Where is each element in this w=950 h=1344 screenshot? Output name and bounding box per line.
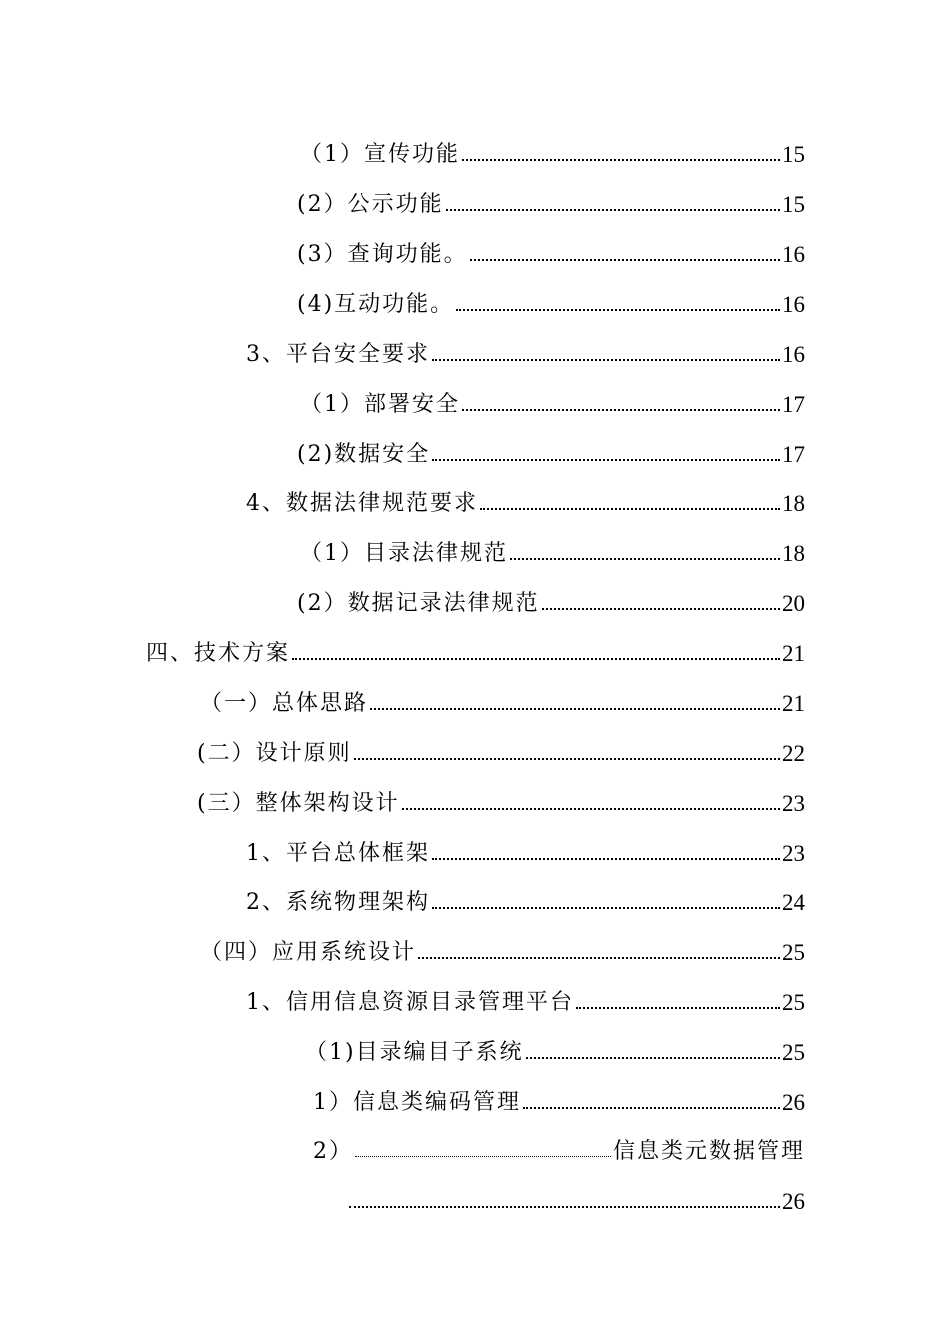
toc-entry[interactable] (297, 581, 805, 617)
toc-leader (355, 1156, 611, 1157)
toc-page-number: 22 (782, 741, 805, 766)
toc-entry-title: 1、信用信息资源目录管理平台 (246, 990, 574, 1015)
toc-entry[interactable] (297, 232, 805, 268)
toc-leader (432, 359, 780, 361)
toc-leader (542, 608, 780, 610)
toc-entry[interactable] (246, 332, 805, 368)
toc-entry-title: 1、平台总体框架 (246, 841, 430, 866)
toc-page-number: 26 (782, 1090, 805, 1115)
toc-entry[interactable] (300, 531, 805, 567)
toc-leader (432, 459, 780, 461)
toc-page-number: 25 (782, 1040, 805, 1065)
toc-entry-title: 2、系统物理架构 (246, 890, 430, 915)
toc-entry[interactable] (300, 382, 805, 418)
toc-entry-title: （1）宣传功能 (300, 142, 460, 167)
toc-entry-title: （1）部署安全 (300, 392, 460, 417)
toc-page-number: 18 (782, 541, 805, 566)
toc-entry[interactable] (197, 731, 805, 767)
toc-leader (402, 808, 780, 810)
toc-leader (418, 957, 780, 959)
toc-page-number: 26 (782, 1189, 805, 1214)
toc-leader (349, 1206, 780, 1208)
toc-leader (480, 508, 780, 510)
toc-leader (432, 907, 780, 909)
toc-entry-title: 1）信息类编码管理 (313, 1090, 521, 1115)
toc-page-number: 25 (782, 940, 805, 965)
toc-page-number: 16 (782, 292, 805, 317)
toc-entry-title: (三）整体架构设计 (197, 791, 400, 816)
toc-entry-continuation[interactable] (347, 1179, 805, 1215)
toc-entry-title-continued: 信息类元数据管理 (612, 1139, 805, 1164)
toc-entry[interactable] (146, 631, 805, 667)
toc-entry-title: 2） (313, 1139, 353, 1164)
toc-entry-title: (二）设计原则 (197, 741, 352, 766)
toc-entry-title: （1）目录法律规范 (300, 541, 508, 566)
toc-leader (510, 558, 780, 560)
toc-leader (462, 159, 780, 161)
toc-entry-title: 3、平台安全要求 (246, 342, 430, 367)
toc-entry-title: (2）公示功能 (297, 192, 444, 217)
toc-page-number: 21 (782, 691, 805, 716)
toc-leader (446, 209, 780, 211)
toc-entry-title: (2）数据记录法律规范 (297, 591, 540, 616)
toc-entry-title: （一）总体思路 (200, 691, 369, 716)
toc-leader (432, 858, 780, 860)
toc-entry[interactable] (297, 282, 805, 318)
toc-page-number: 18 (782, 491, 805, 516)
toc-entry-wrapped[interactable] (313, 1129, 805, 1165)
toc-leader (523, 1107, 780, 1109)
toc-entry-title: （四）应用系统设计 (200, 940, 417, 965)
toc-entry[interactable] (300, 132, 805, 168)
toc-entry-title: 四、技术方案 (146, 641, 291, 666)
toc-entry[interactable] (246, 880, 805, 916)
toc-page-number: 15 (782, 142, 805, 167)
toc-leader (470, 259, 780, 261)
toc-leader (526, 1057, 780, 1059)
toc-entry[interactable] (313, 1080, 805, 1116)
toc-entry[interactable] (297, 432, 805, 468)
toc-entry-title: 4、数据法律规范要求 (246, 491, 478, 516)
toc-page-number: 17 (782, 442, 805, 467)
toc-page-number: 16 (782, 342, 805, 367)
toc-leader (292, 658, 780, 660)
toc-page-number: 25 (782, 990, 805, 1015)
toc-entry-title: （1)目录编目子系统 (305, 1040, 524, 1065)
toc-page-number: 16 (782, 242, 805, 267)
toc-entry[interactable] (246, 831, 805, 867)
toc-page-number: 20 (782, 591, 805, 616)
toc-leader (462, 409, 780, 411)
toc-entry[interactable] (246, 980, 805, 1016)
toc-entry[interactable] (197, 781, 805, 817)
toc-page-number: 15 (782, 192, 805, 217)
toc-leader (354, 758, 780, 760)
toc-page-number: 21 (782, 641, 805, 666)
toc-page-number: 23 (782, 841, 805, 866)
toc-entry[interactable] (305, 1030, 805, 1066)
toc-entry[interactable] (200, 930, 805, 966)
toc-entry[interactable] (297, 182, 805, 218)
toc-entry[interactable] (200, 681, 805, 717)
toc-leader (370, 708, 780, 710)
toc-entry-title: (2)数据安全 (297, 442, 431, 467)
toc-page-number: 24 (782, 890, 805, 915)
toc-page-number: 17 (782, 392, 805, 417)
toc-page-number: 23 (782, 791, 805, 816)
toc-leader (576, 1007, 780, 1009)
toc-leader (456, 309, 780, 311)
toc-entry-title: (4)互动功能。 (297, 292, 455, 317)
toc-entry[interactable] (246, 481, 805, 517)
toc-entry-title: (3）查询功能。 (297, 242, 468, 267)
